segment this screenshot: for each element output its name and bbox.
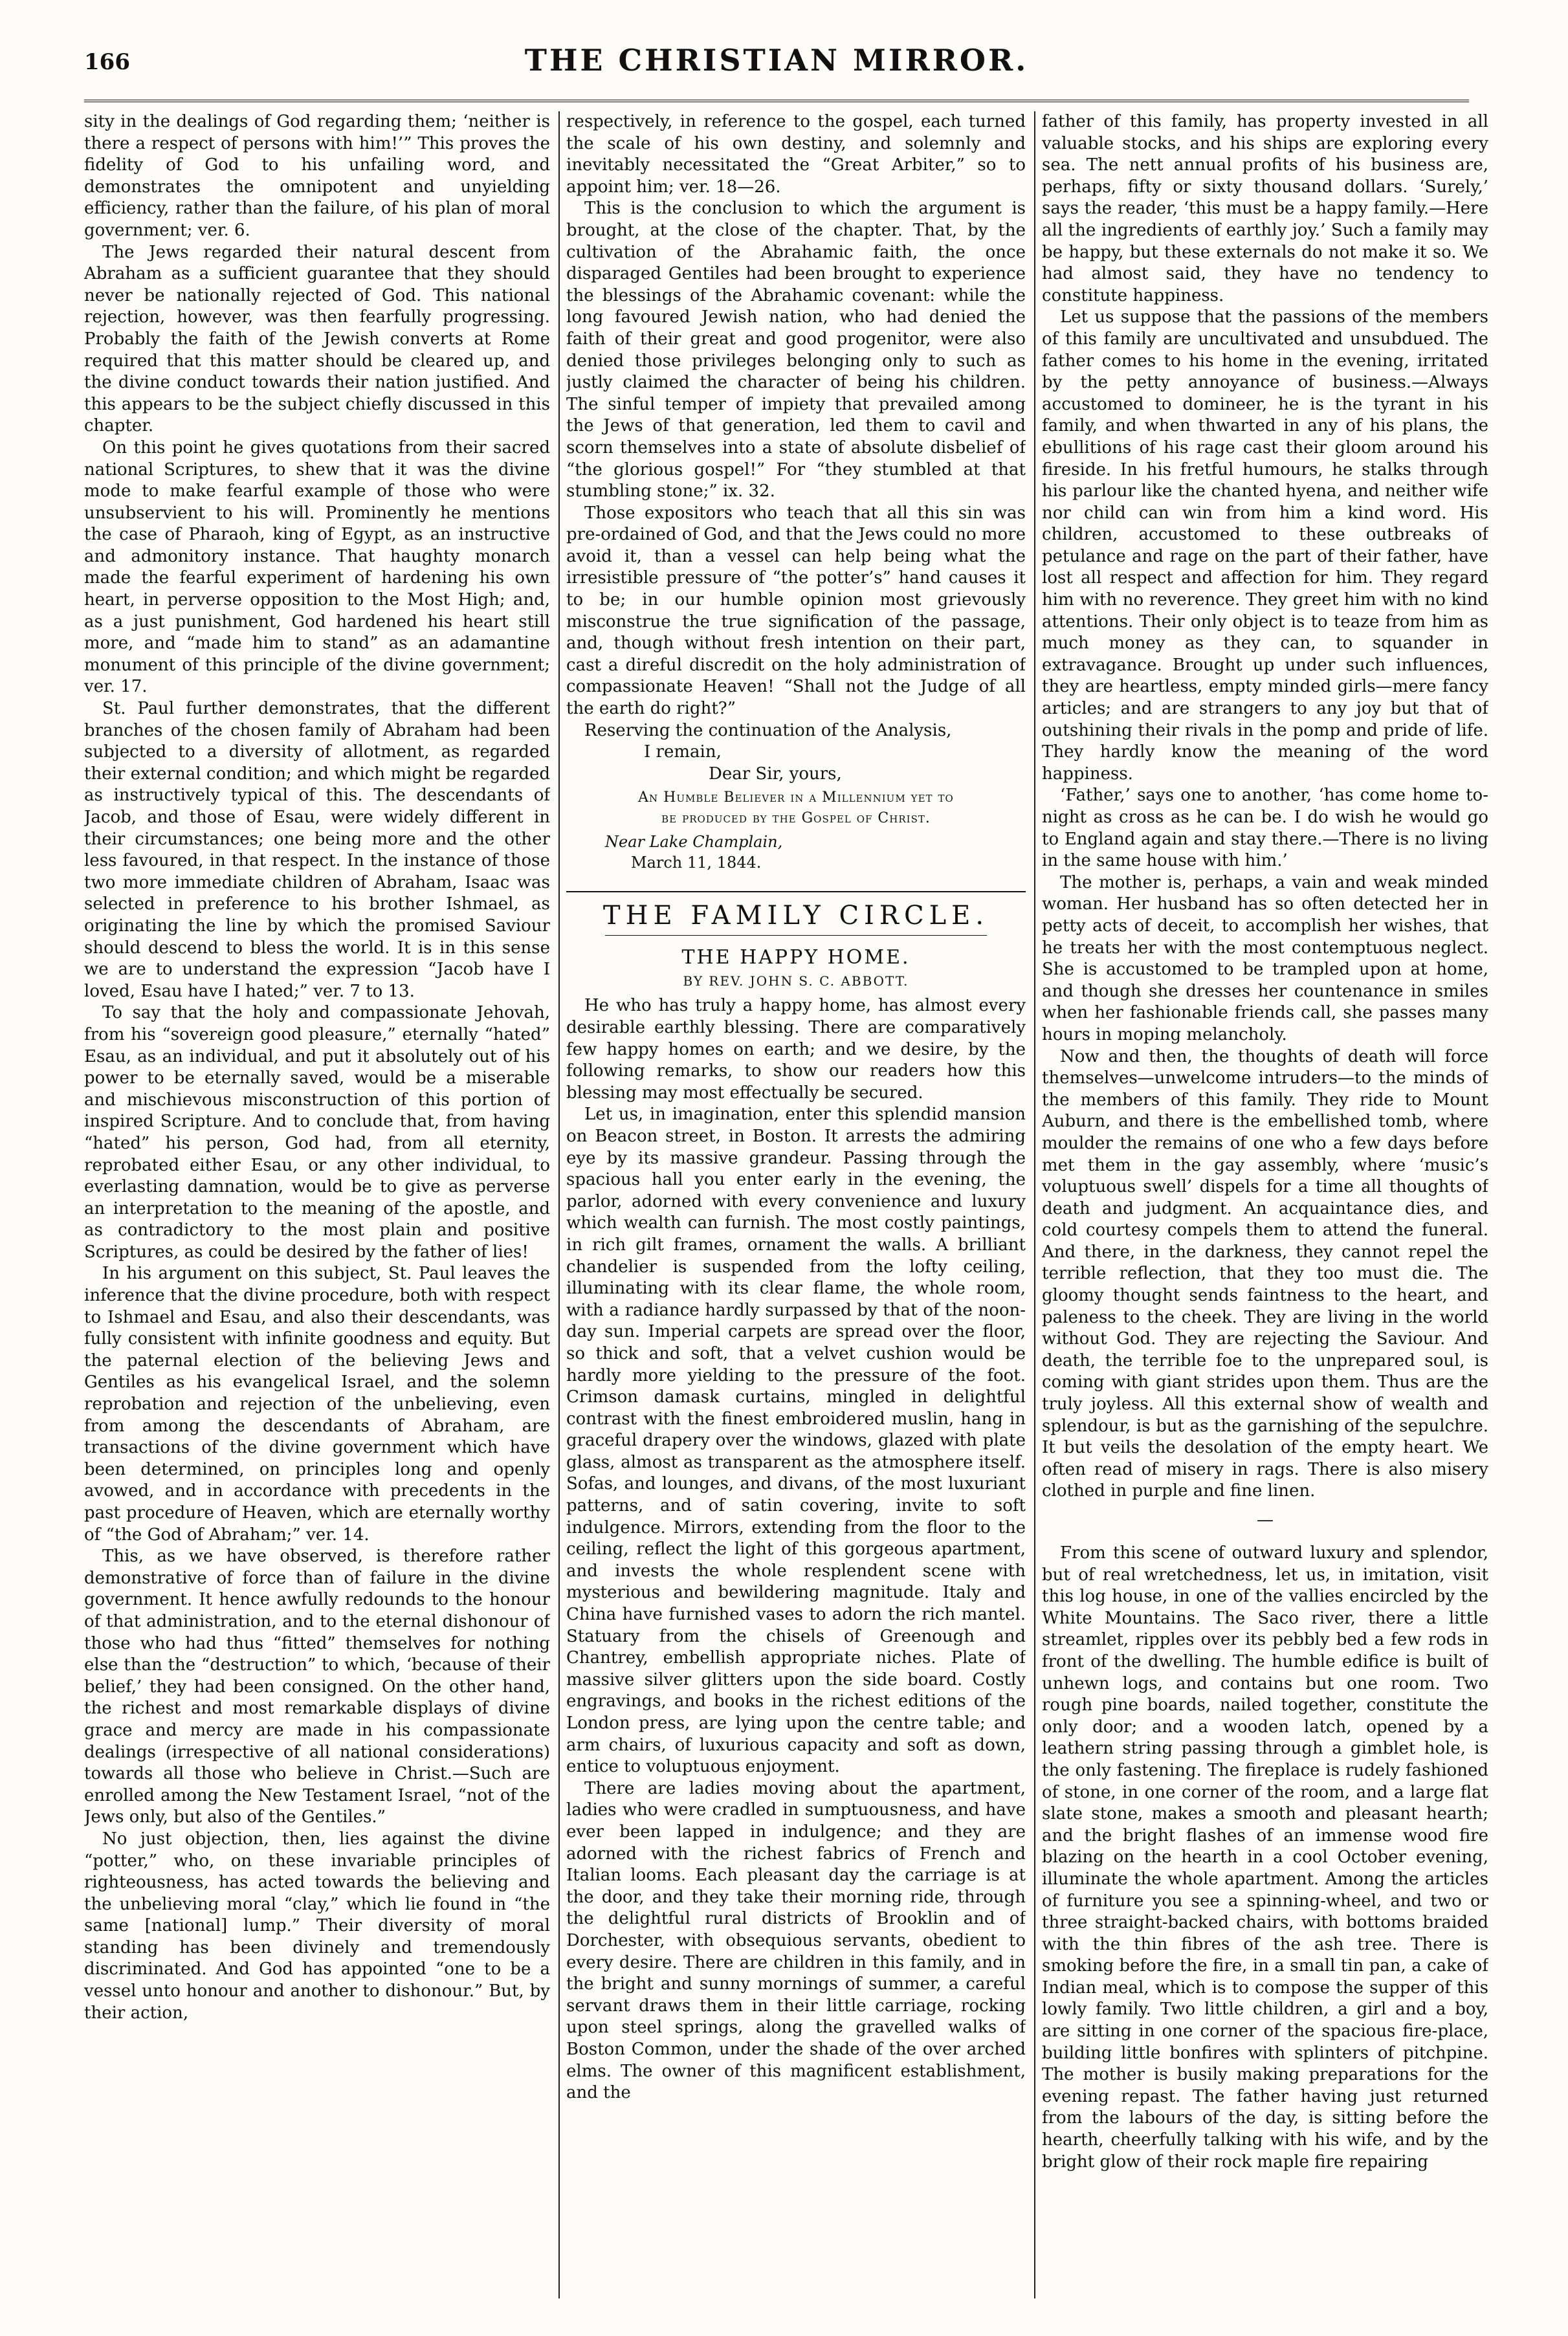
signature-line: be produced by the Gospel of Christ. [661, 810, 931, 827]
paragraph: From this scene of outward luxury and splendor, but of real wretchedness, let us, in imitation, visit this log house, in one of the vallies encircled by the White Mountains. The Saco river, there a little streamlet, ripples over its pebbly bed a few rods in front of the dwelling. The humble edifice is built of unhewn logs, and contains but one room. Two rough pine boards, nailed together, constitute the only door; and a wooden latch, opened by a leathern string passing through a gimblet hole, is the only fastening. The fireplace is rudely fashioned of stone, in one corner of the room, and a large flat slate stone, makes a smooth and pleasant hearth; and the bright flashes of an immense wood fire blazing on the hearth in a cool October evening, illuminate the whole apartment. Among the articles of furniture you see a spinning-wheel, and two or three straight-backed chairs, with bottoms braided with the thin fibres of the ash tree. There is smoking before the fire, in a small tin pan, a cake of Indian meal, which is to compose the supper of this lowly family. Two little children, a girl and a boy, are sitting in one corner of the spacious fire-place, building little bonfires with splinters of pitchpine. The mother is busily making preparations for the evening repast. The father having just returned from the labours of the day, is sitting before the hearth, cheerfully talking with his wife, and by the bright glow of their rock maple fire repairing [1042, 1543, 1488, 2172]
closing-line: Dear Sir, yours, [709, 764, 842, 784]
paragraph: St. Paul further demonstrates, that the different branches of the chosen family of Abraham had been subjected to a diversity of allotment, as regarded their external condition; and which might be regarded as instructively typical of this. The descendants of Jacob, and those of Esau, were widely different in their circumstances; one being more and the other less favoured, in that respect. In the instance of those two more immediate children of Abraham, Isaac was selected in preference to his brother Ishmael, as originating the line by which the promised Saviour should descend to bless the world. It is in this sense we are to understand the expression “Jacob have I loved, Esau have I hated;” ver. 7 to 13. [84, 699, 550, 1001]
header-rule [84, 100, 1469, 102]
page-columns [84, 111, 1488, 2311]
paragraph: ‘Father,’ says one to another, ‘has come home to-night as cross as he can be. I do wish he would go to England again and stay there.—There is no living in the same house with him.’ [1042, 786, 1488, 871]
letter-signature [566, 788, 1026, 829]
closing-line: I remain, [644, 742, 722, 762]
paragraph: There are ladies moving about the apartment, ladies who were cradled in sumptuousness, and have ever been lapped in indulgence; and they are adorned with the richest fabrics of French and Italian looms. Each pleasant day the carriage is at the door, and they take their morning ride, through the delightful rural districts of Brooklin and of Dorchester, with obsequious servants, obedient to every desire. There are children in this family, and in the bright and sunny mornings of summer, a careful servant draws them in their little carriage, rocking upon steel springs, along the gravelled walks of Boston Common, under the shade of the over arched elms. The owner of this magnificent establishment, and the [566, 1778, 1026, 2103]
section-title: THE FAMILY CIRCLE. [602, 901, 989, 931]
paragraph: Let us, in imagination, enter this splendid mansion on Beacon street, in Boston. It arrests the admiring eye by its massive grandeur. Passing through the spacious hall you enter early in the evening, the parlor, adorned with every convenience and luxury which wealth can furnish. The most costly paintings, in rich gilt frames, ornament the walls. A brilliant chandelier is suspended from the lofty ceiling, illuminating with its clear flame, the whole room, with a radiance hardly surpassed by that of the noon-day sun. Imperial carpets are spread over the floor, so thick and soft, that a velvet cushion would be hardly more yielding to the pressure of the foot. Crimson damask curtains, mingled in delightful contrast with the finest embroidered muslin, hang in graceful drapery over the windows, glazed with plate glass, almost as transparent as the atmosphere itself. Sofas, and lounges, and divans, of the most luxuriant patterns, and of satin covering, invite to soft indulgence. Mirrors, extending from the floor to the ceiling, reflect the light of this gorgeous apartment, and invests the whole resplendent scene with mysterious and bewildering magnitude. Italy and China have furnished vases to adorn the rich mantel. Statuary from the chisels of Greenough and Chantrey, embellish appropriate niches. Plate of massive silver glitters upon the side board. Costly engravings, and books in the richest editions of the London press, are lying upon the centre table; and arm chairs, of luxurious capacity and soft as down, entice to voluptuous enjoyment. [566, 1105, 1026, 1777]
signature-line: An Humble Believer in a Millennium yet to [638, 789, 954, 806]
paragraph: Those expositors who teach that all this sin was pre-ordained of God, and that the Jews could no more avoid it, than a vessel can help being what the irresistible pressure of “the potter’s” hand causes it to be; in our humble opinion most grievously misconstrue the true signification of the passage, and, though without fresh intention on their part, cast a direful discredit on the holy administration of compassionate Heaven! “Shall not the Judge of all the earth do right?” [566, 503, 1026, 719]
paragraph: Let us suppose that the passions of the members of this family are uncultivated and unsubdued. The father comes to his home in the evening, irritated by the petty annoyance of business.—Always accustomed to domineer, he is the tyrant in his family, and when thwarted in any of his plans, the ebullitions of his rage cast their gloom around his fireside. In his fretful humours, he stalks through his parlour like the chanted hyena, and neither wife nor child can win from him a kind word. His children, accustomed to these outbreaks of petulance and rage on the part of their father, have lost all respect and affection for him. They regard him with no reverence. They greet him with no kind attentions. Their only object is to teaze from him as much money as they can, to squander in extravagance. Brought up under such influences, they are heartless, empty minded girls—mere fancy articles; and are strangers to any joy but that of outshining their rivals in the pomp and pride of life. They hardly know the meaning of the word happiness. [1042, 307, 1488, 784]
paragraph: The mother is, perhaps, a vain and weak minded woman. Her husband has so often detected her in petty acts of deceit, to accomplish her wishes, that he treats her with the most contemptuous neglect. She is accustomed to be trampled upon at home, and though she dresses her countenance in smiles when her fashionable friends call, she passes many hours in moping melancholy. [1042, 872, 1488, 1044]
letter-date: March 11, 1844. [631, 854, 762, 872]
section-rule [605, 935, 987, 936]
paragraph: This is the conclusion to which the argument is brought, at the close of the chapter. That, by the cultivation of the Abrahamic faith, the once disparaged Gentiles had been brought to experience the blessings of the Abrahamic covenant: while the long favoured Jewish nation, who had denied the faith of their great and good progenitor, were also denied those privileges belonging only to such as justly claimed the character of being his children. The sinful temper of impiety that prevailed among the Jews of that generation, led them to cavil and scorn themselves into a state of absolute disbelief of “the glorious gospel!” For “they stumbled at that stumbling stone;” ix. 32. [566, 199, 1026, 501]
paragraph: respectively, in reference to the gospel, each turned the scale of his own destiny, and solemnly and inevitably necessitated the “Great Arbiter,” so to appoint him; ver. 18—26. [566, 112, 1026, 197]
paragraph: The Jews regarded their natural descent from Abraham as a sufficient guarantee that they should never be nationally rejected of God. This national rejection, however, was then fearfully progressing. Probably the faith of the Jewish converts at Rome required that this matter should be cleared up, and the divine conduct towards their nation justified. And this appears to be the subject chiefly discussed in this chapter. [84, 242, 550, 436]
column-rule-2 [1034, 111, 1035, 2298]
column-2 [566, 111, 1026, 2298]
paragraph: To say that the holy and compassionate Jehovah, from his “sovereign good pleasure,” eternally “hated” Esau, as an individual, and put it absolutely out of his power to be eternally saved, would be a miserable and mischievous misconstruction of this portion of inspired Scripture. And to conclude that, from having “hated” his person, God had, from all eternity, reprobated either Esau, or any other individual, to everlasting damnation, would be to give as perverse an interpretation to the meaning of the apostle, and as contradictory to the most plain and positive Scriptures, as could be desired by the father of lies! [84, 1003, 550, 1262]
column-1 [84, 111, 550, 2298]
article-title: THE HAPPY HOME. [681, 946, 911, 969]
paragraph: On this point he gives quotations from their sacred national Scriptures, to shew that it was the divine mode to make fearful example of those who were unsubservient to his will. Prominently he mentions the case of Pharaoh, king of Egypt, as an instructive and admonitory instance. That haughty monarch made the fearful experiment of hardening his own heart, in perverse opposition to the Most High; and, as a just punishment, God hardened his heart still more, and “made him to stand” as an adamantine monument of this principle of the divine government; ver. 17. [84, 437, 550, 697]
closing-line: Reserving the continuation of the Analysis, [584, 720, 952, 740]
newspaper-title: THE CHRISTIAN MIRROR. [524, 43, 1029, 78]
paragraph: Now and then, the thoughts of death will force themselves—unwelcome intruders—to the minds of the members of this family. They ride to Mount Auburn, and there is the embellished tomb, where moulder the remains of one who a few days before met them in the gay assembly, where ‘music’s voluptuous swell’ dispels for a time all thoughts of death and judgment. An acquaintance dies, and cold courtesy compels them to attend the funeral. And there, in the darkness, they cannot repel the terrible reflection, that they too must die. The gloomy thought sends faintness to the heart, and paleness to the cheek. They are living in the world without God. They are rejecting the Saviour. And death, the terrible foe to the unprepared soul, is coming with giant strides upon them. Thus are the truly joyless. All this external show of wealth and splendour, is but as the garnishing of the sepulchre. It but veils the desolation of the empty heart. We often read of misery in rags. There is also misery clothed in purple and fine linen. [1042, 1046, 1488, 1501]
paragraph: This, as we have observed, is therefore rather demonstrative of force than of failure in the divine government. It hence awfully redounds to the honour of that administration, and to the eternal dishonour of those who had thus “fitted” themselves for nothing else than the “destruction” to which, ‘because of their belief,’ they had been consigned. On the other hand, the richest and most remarkable displays of divine grace and mercy are made in his compassionate dealings (irrespective of all national considerations) towards all those who believe in Christ.—Such are enrolled among the New Testament Israel, “not of the Jews only, but also of the Gentiles.” [84, 1547, 550, 1827]
separator-dash: — [1257, 1510, 1274, 1530]
section-rule [566, 891, 1026, 892]
place-date [566, 832, 1026, 873]
paragraph: sity in the dealings of God regarding them; ‘neither is there a respect of persons with him!’” This proves the fidelity of God to his unfailing word, and demonstrates the omnipotent and unyielding efficiency, rather than the failure, of his plan of moral government; ver. 6. [84, 112, 550, 240]
paragraph: He who has truly a happy home, has almost every desirable earthly blessing. There are comparatively few happy homes on earth; and we desire, by the following remarks, to show our readers how this blessing may most effectually be secured. [566, 996, 1026, 1103]
column-3 [1042, 111, 1488, 2298]
letter-place: Near Lake Champlain, [605, 833, 783, 852]
paragraph: No just objection, then, lies against the divine “potter,” who, on these invariable principles of righteousness, has acted towards the believing and the unbelieving moral “clay,” which lie found in “the same [national] lump.” Their diversity of moral standing has been divinely and tremendously discriminated. And God has appointed “one to be a vessel unto honour and another to dishonour.” But, by their action, [84, 1829, 550, 2023]
page-header [84, 31, 1469, 102]
page-number: 166 [84, 49, 130, 75]
paragraph: In his argument on this subject, St. Paul leaves the inference that the divine procedure, both with respect to Ishmael and Esau, and also their descendants, was fully consistent with infinite goodness and equity. But the paternal election of the believing Jews and Gentiles as his evangelical Israel, and the solemn reprobation and rejection of the unbelieving, even from among the descendants of Abraham, are transactions of the divine government which have been determined, on principles long and openly avowed, and in accordance with precedents in the past procedure of Heaven, which are eternally worthy of “the God of Abraham;” ver. 14. [84, 1264, 550, 1545]
letter-closing [566, 720, 1026, 786]
article-byline: BY REV. JOHN S. C. ABBOTT. [683, 973, 909, 989]
paragraph: father of this family, has property invested in all valuable stocks, and his ships are exploring every sea. The nett annual profits of his business are, perhaps, fifty or sixty thousand dollars. ‘Surely,’ says the reader, ‘this must be a happy family.—Here all the ingredients of earthly joy.’ Such a family may be happy, but these externals do not make it so. We had almost said, they have no tendency to constitute happiness. [1042, 112, 1488, 305]
column-rule-1 [558, 111, 560, 2298]
